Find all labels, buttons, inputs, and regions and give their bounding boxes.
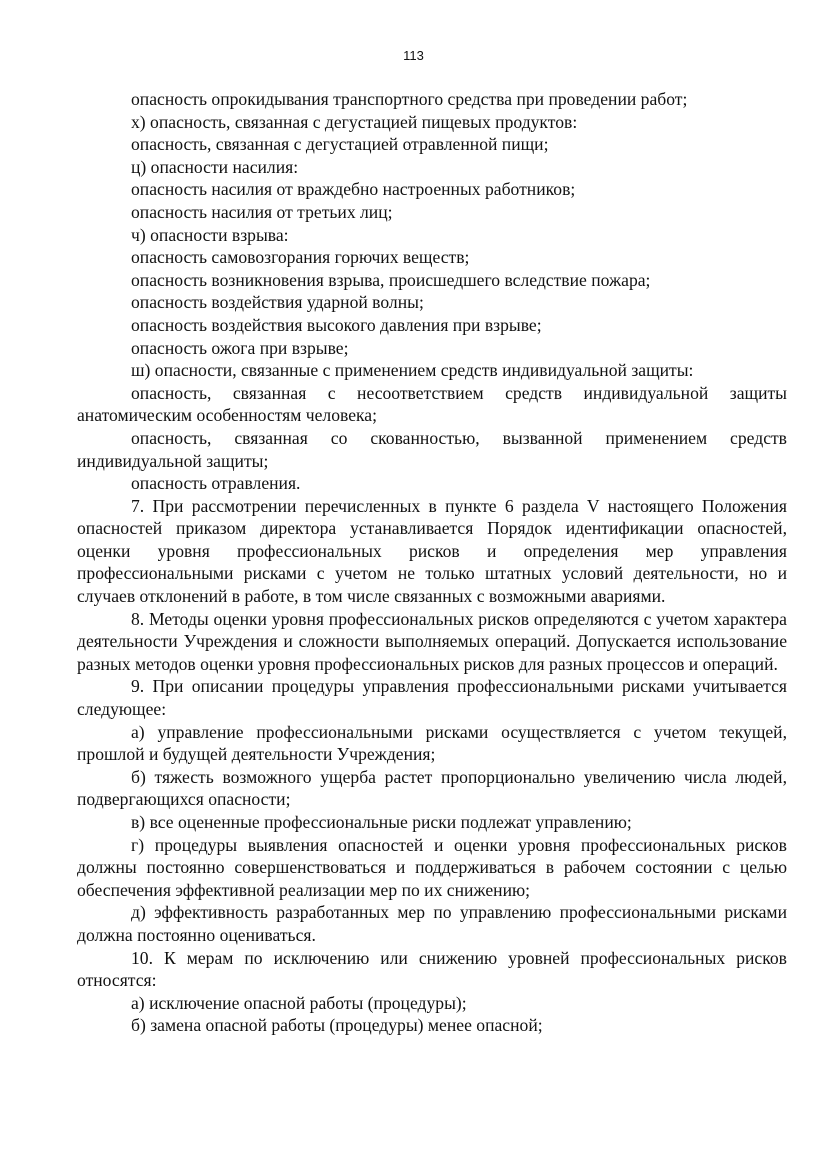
paragraph: опасность возникновения взрыва, происшедшего вследствие пожара; — [131, 269, 651, 290]
paragraph: опасность, связанная со скованностью, вызванной применением средств индивидуальной защиты; — [77, 427, 787, 471]
paragraph: 7. При рассмотрении перечисленных в пункте 6 раздела V настоящего Положения опасностей приказом директора устанавливается Порядок идентификации опасностей, оценки уровня профессиональных рисков и определения мер управления профессиональными рисками с учетом не только штатных условий деятельности, но и случаев отклонений в работе, в том числе связанных с возможными авариями. — [77, 495, 787, 607]
paragraph: опасность отравления. — [131, 473, 301, 494]
document-body — [77, 88, 787, 1037]
paragraph: б) тяжесть возможного ущерба растет пропорционально увеличению числа людей, подвергающихся опасности; — [77, 766, 787, 810]
paragraph: опасность насилия от враждебно настроенных работников; — [131, 179, 576, 200]
paragraph: опасность, связанная с дегустацией отравленной пищи; — [131, 134, 549, 155]
paragraph: а) управление профессиональными рисками осуществляется с учетом текущей, прошлой и будущей деятельности Учреждения; — [77, 721, 787, 765]
paragraph: б) замена опасной работы (процедуры) менее опасной; — [131, 1015, 543, 1036]
paragraph: опасность насилия от третьих лиц; — [131, 201, 393, 222]
paragraph: опасность, связанная с несоответствием средств индивидуальной защиты анатомическим особенностям человека; — [77, 382, 787, 426]
paragraph: в) все оцененные профессиональные риски подлежат управлению; — [131, 812, 632, 832]
paragraph: х) опасность, связанная с дегустацией пищевых продуктов: — [131, 111, 578, 132]
paragraph: 8. Методы оценки уровня профессиональных рисков определяются с учетом характера деятельности Учреждения и сложности выполняемых операций. Допускается использование разных методов оценки уровня профессиональных рисков для разных процессов и операций. — [77, 608, 787, 674]
paragraph: опасность воздействия ударной волны; — [131, 292, 424, 313]
paragraph: опасность ожога при взрыве; — [131, 337, 349, 358]
page-number: 113 — [403, 48, 424, 63]
paragraph: 9. При описании процедуры управления профессиональными рисками учитывается следующее: — [77, 676, 787, 720]
paragraph: опасность воздействия высокого давления при взрыве; — [131, 314, 542, 335]
paragraph: ц) опасности насилия: — [131, 156, 299, 177]
paragraph: а) исключение опасной работы (процедуры); — [131, 992, 467, 1013]
paragraph: ч) опасности взрыва: — [131, 224, 289, 245]
paragraph: 10. К мерам по исключению или снижению уровней профессиональных рисков относятся: — [77, 947, 787, 991]
paragraph: г) процедуры выявления опасностей и оценки уровня профессиональных рисков должны постоянно совершенствоваться и поддерживаться в рабочем состоянии с целью обеспечения эффективной реализации мер по их снижению; — [77, 834, 787, 900]
paragraph: д) эффективность разработанных мер по управлению профессиональными рисками должна постоянно оцениваться. — [77, 902, 787, 945]
paragraph: ш) опасности, связанные с применением средств индивидуальной защиты: — [131, 360, 694, 381]
paragraph: опасность опрокидывания транспортного средства при проведении работ; — [131, 89, 688, 109]
paragraph: опасность самовозгорания горючих веществ; — [131, 247, 470, 268]
